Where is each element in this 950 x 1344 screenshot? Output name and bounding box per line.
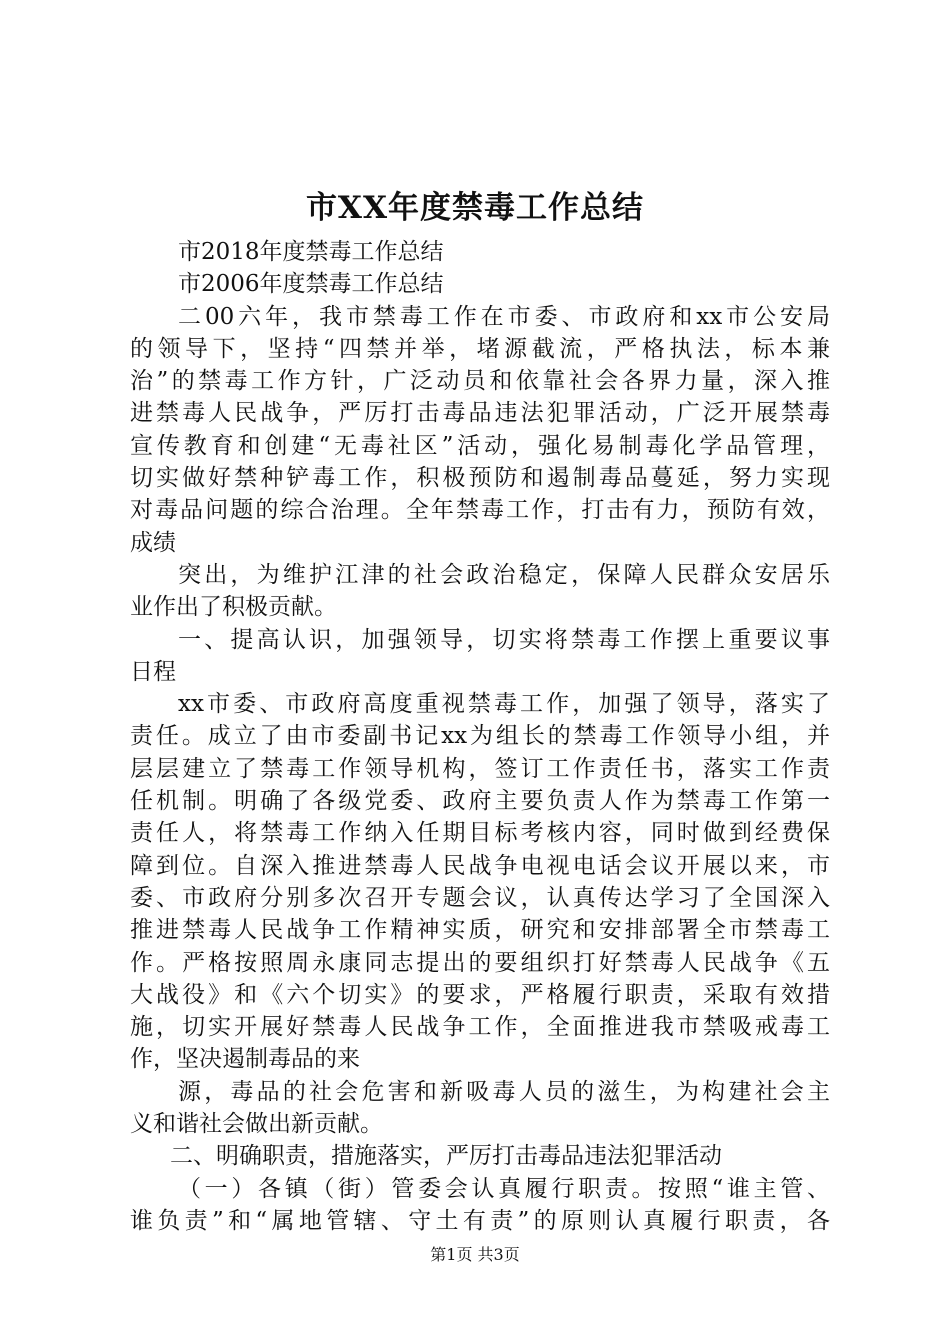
body-line: 业作出了积极贡献。 <box>130 594 337 621</box>
body-line: 义和谐社会做出新贡献。 <box>130 1111 383 1138</box>
body-line: 障到位。自深入推进禁毒人民战争电视电话会议开展以来，市 <box>130 852 830 879</box>
body-line: 施，切实开展好禁毒人民战争工作，全面推进我市禁吸戒毒工 <box>130 1014 830 1041</box>
body-line: 二、明确职责，措施落实，严厉打击毒品违法犯罪活动 <box>170 1143 722 1170</box>
body-line: 责任人，将禁毒工作纳入任期目标考核内容，同时做到经费保 <box>130 820 830 847</box>
body-line: 层层建立了禁毒工作领导机构，签订工作责任书，落实工作责 <box>130 755 830 782</box>
body-line: 作。严格按照周永康同志提出的要组织打好禁毒人民战争《五 <box>130 949 830 976</box>
body-line: 作，坚决遏制毒品的来 <box>130 1046 360 1073</box>
body-line: 责任。成立了由市委副书记xx为组长的禁毒工作领导小组，并 <box>130 723 830 750</box>
body-line: 任机制。明确了各级党委、政府主要负责人作为禁毒工作第一 <box>130 788 830 815</box>
document-body <box>130 236 830 1237</box>
body-line: 切实做好禁种铲毒工作，积极预防和遏制毒品蔓延，努力实现 <box>130 465 830 492</box>
body-line: 推进禁毒人民战争工作精神实质，研究和安排部署全市禁毒工 <box>130 917 830 944</box>
body-line: 对毒品问题的综合治理。全年禁毒工作，打击有力，预防有效， <box>130 497 830 524</box>
body-line: 市2006年度禁毒工作总结 <box>178 271 444 298</box>
body-line: 委、市政府分别多次召开专题会议，认真传达学习了全国深入 <box>130 884 830 911</box>
body-line: 成绩 <box>130 529 176 556</box>
body-line: 进禁毒人民战争，严厉打击毒品违法犯罪活动，广泛开展禁毒 <box>130 400 830 427</box>
body-line: 治”的禁毒工作方针，广泛动员和依靠社会各界力量，深入推 <box>130 368 830 395</box>
body-line: 谁负责”和“属地管辖、守土有责”的原则认真履行职责，各 <box>130 1207 830 1234</box>
body-line: 大战役》和《六个切实》的要求，严格履行职责，采取有效措 <box>130 981 830 1008</box>
body-line: 市2018年度禁毒工作总结 <box>178 239 444 265</box>
body-line: 宣传教育和创建“无毒社区”活动，强化易制毒化学品管理， <box>130 432 830 459</box>
body-line: 突出，为维护江津的社会政治稳定，保障人民群众安居乐 <box>178 561 830 588</box>
body-line: xx市委、市政府高度重视禁毒工作，加强了领导，落实了 <box>178 691 830 718</box>
body-line: 二00六年，我市禁毒工作在市委、市政府和xx市公安局 <box>178 303 830 330</box>
body-line: 一、提高认识，加强领导，切实将禁毒工作摆上重要议事 <box>178 626 830 653</box>
body-line: （一）各镇（街）管委会认真履行职责。按照“谁主管、 <box>178 1175 830 1202</box>
page-number-footer: 第1页 共3页 <box>430 1245 520 1264</box>
document-title: 市XX年度禁毒工作总结 <box>305 190 645 226</box>
body-line: 的领导下，坚持“四禁并举，堵源截流，严格执法，标本兼 <box>130 335 830 362</box>
body-line: 源，毒品的社会危害和新吸毒人员的滋生，为构建社会主 <box>178 1078 830 1105</box>
body-line: 日程 <box>130 658 176 685</box>
